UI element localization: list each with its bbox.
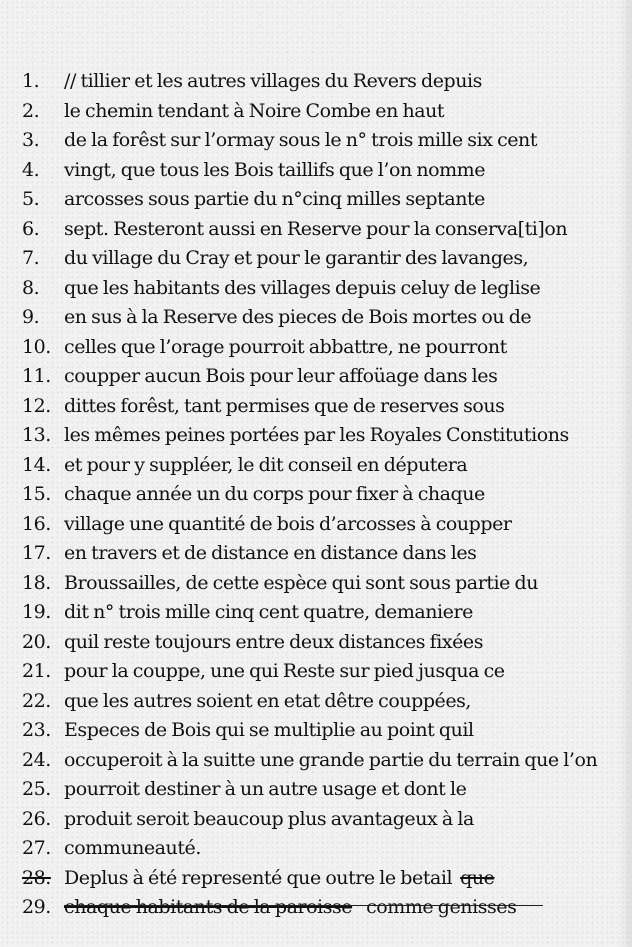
line-number: 25. xyxy=(22,778,51,800)
line-text: Especes de Bois qui se multiplie au point quil xyxy=(64,719,474,741)
line-6 xyxy=(22,215,628,245)
line-number: 26. xyxy=(22,807,51,830)
line-text: village une quantité de bois d’arcosses à coupper xyxy=(64,512,512,535)
line-18 xyxy=(22,569,628,599)
line-text: et pour y suppléer, le dit conseil en députera xyxy=(64,453,468,476)
line-text: Broussailles, de cette espèce qui sont sous partie du xyxy=(64,571,539,594)
transcription-lines xyxy=(22,67,628,923)
line-number: 24. xyxy=(22,748,51,771)
line-27 xyxy=(22,834,628,864)
line-number: 20. xyxy=(22,630,51,653)
line-26 xyxy=(22,805,628,835)
line-number: 27. xyxy=(22,837,51,859)
line-5 xyxy=(22,185,628,215)
line-text: dit n° trois mille cinq cent quatre, demaniere xyxy=(64,601,473,623)
line-text: que les habitants des villages depuis celuy de leglise xyxy=(64,276,541,299)
line-number: 3. xyxy=(22,129,40,151)
line-11 xyxy=(22,362,628,392)
line-17 xyxy=(22,539,628,569)
line-3 xyxy=(22,126,628,156)
line-number: 11. xyxy=(22,365,51,387)
signature-line xyxy=(64,905,543,906)
line-text: sept. Resteront aussi en Reserve pour la conserva[ti]on xyxy=(64,217,568,240)
line-text: comme genisses xyxy=(366,896,517,918)
line-12 xyxy=(22,392,628,422)
line-number: 12. xyxy=(22,394,51,417)
line-number: 15. xyxy=(22,483,51,505)
line-text: en sus à la Reserve des pieces de Bois mortes ou de xyxy=(64,306,532,328)
line-14 xyxy=(22,451,628,481)
line-15 xyxy=(22,480,628,510)
line-21 xyxy=(22,657,628,687)
line-28 xyxy=(22,864,628,894)
line-7 xyxy=(22,244,628,274)
line-13 xyxy=(22,421,628,451)
line-1 xyxy=(22,67,628,97)
line-23 xyxy=(22,716,628,746)
line-text: de la forêst sur l’ormay sous le n° trois mille six cent xyxy=(64,129,538,151)
line-25 xyxy=(22,775,628,805)
struck-word: que xyxy=(460,866,495,889)
line-number: 1. xyxy=(22,70,40,92)
line-number: 18. xyxy=(22,571,51,594)
struck-text: chaque habitants de la paroisse xyxy=(64,896,353,918)
line-number: 29. xyxy=(22,896,51,918)
line-10 xyxy=(22,333,628,363)
line-text: en travers et de distance en distance dans les xyxy=(64,542,477,564)
line-text: chaque année un du corps pour fixer à chaque xyxy=(64,483,485,505)
line-number: 17. xyxy=(22,542,51,564)
line-2 xyxy=(22,97,628,127)
line-number: 9. xyxy=(22,306,40,328)
line-text: que les autres soient en etat dêtre couppées, xyxy=(64,689,472,712)
line-number: 21. xyxy=(22,660,51,682)
line-4 xyxy=(22,156,628,186)
line-text: arcosses sous partie du n°cinq milles septante xyxy=(64,188,485,210)
line-text: produit seroit beaucoup plus avantageux à la xyxy=(64,807,474,830)
line-8 xyxy=(22,274,628,304)
line-number: 6. xyxy=(22,217,40,240)
line-text: le chemin tendant à Noire Combe en haut xyxy=(64,99,445,122)
line-number: 10. xyxy=(22,335,51,358)
line-22 xyxy=(22,687,628,717)
line-text: pour la couppe, une qui Reste sur pied jusqua ce xyxy=(64,660,505,682)
line-text: // tillier et les autres villages du Revers depuis xyxy=(64,70,482,92)
line-19 xyxy=(22,598,628,628)
line-29 xyxy=(22,893,628,923)
line-number: 5. xyxy=(22,188,40,210)
line-9 xyxy=(22,303,628,333)
line-number: 14. xyxy=(22,453,51,476)
line-text: dittes forêst, tant permises que de reserves sous xyxy=(64,394,505,417)
line-text: celles que l’orage pourroit abbattre, ne pourront xyxy=(64,335,507,358)
line-text: du village du Cray et pour le garantir des lavanges, xyxy=(64,247,529,269)
line-number: 22. xyxy=(22,689,51,712)
line-number: 19. xyxy=(22,601,51,623)
line-text: communeauté. xyxy=(64,837,201,859)
line-number: 7. xyxy=(22,247,40,269)
line-text: quil reste toujours entre deux distances fixées xyxy=(64,630,483,653)
line-text: occuperoit à la suitte une grande partie du terrain que l’on xyxy=(64,748,598,771)
line-number-struck: 28. xyxy=(22,866,51,889)
line-number: 4. xyxy=(22,158,40,181)
line-number: 13. xyxy=(22,424,51,446)
line-text: vingt, que tous les Bois taillifs que l’on nomme xyxy=(64,158,486,181)
line-text: coupper aucun Bois pour leur affoüage dans les xyxy=(64,365,498,387)
line-number: 2. xyxy=(22,99,40,122)
line-text: pourroit destiner à un autre usage et dont le xyxy=(64,778,467,800)
line-text: les mêmes peines portées par les Royales Constitutions xyxy=(64,424,569,446)
line-24 xyxy=(22,746,628,776)
line-number: 16. xyxy=(22,512,51,535)
line-number: 8. xyxy=(22,276,40,299)
line-text: Deplus à été representé que outre le betail xyxy=(64,866,453,889)
line-20 xyxy=(22,628,628,658)
line-number: 23. xyxy=(22,719,51,741)
line-16 xyxy=(22,510,628,540)
